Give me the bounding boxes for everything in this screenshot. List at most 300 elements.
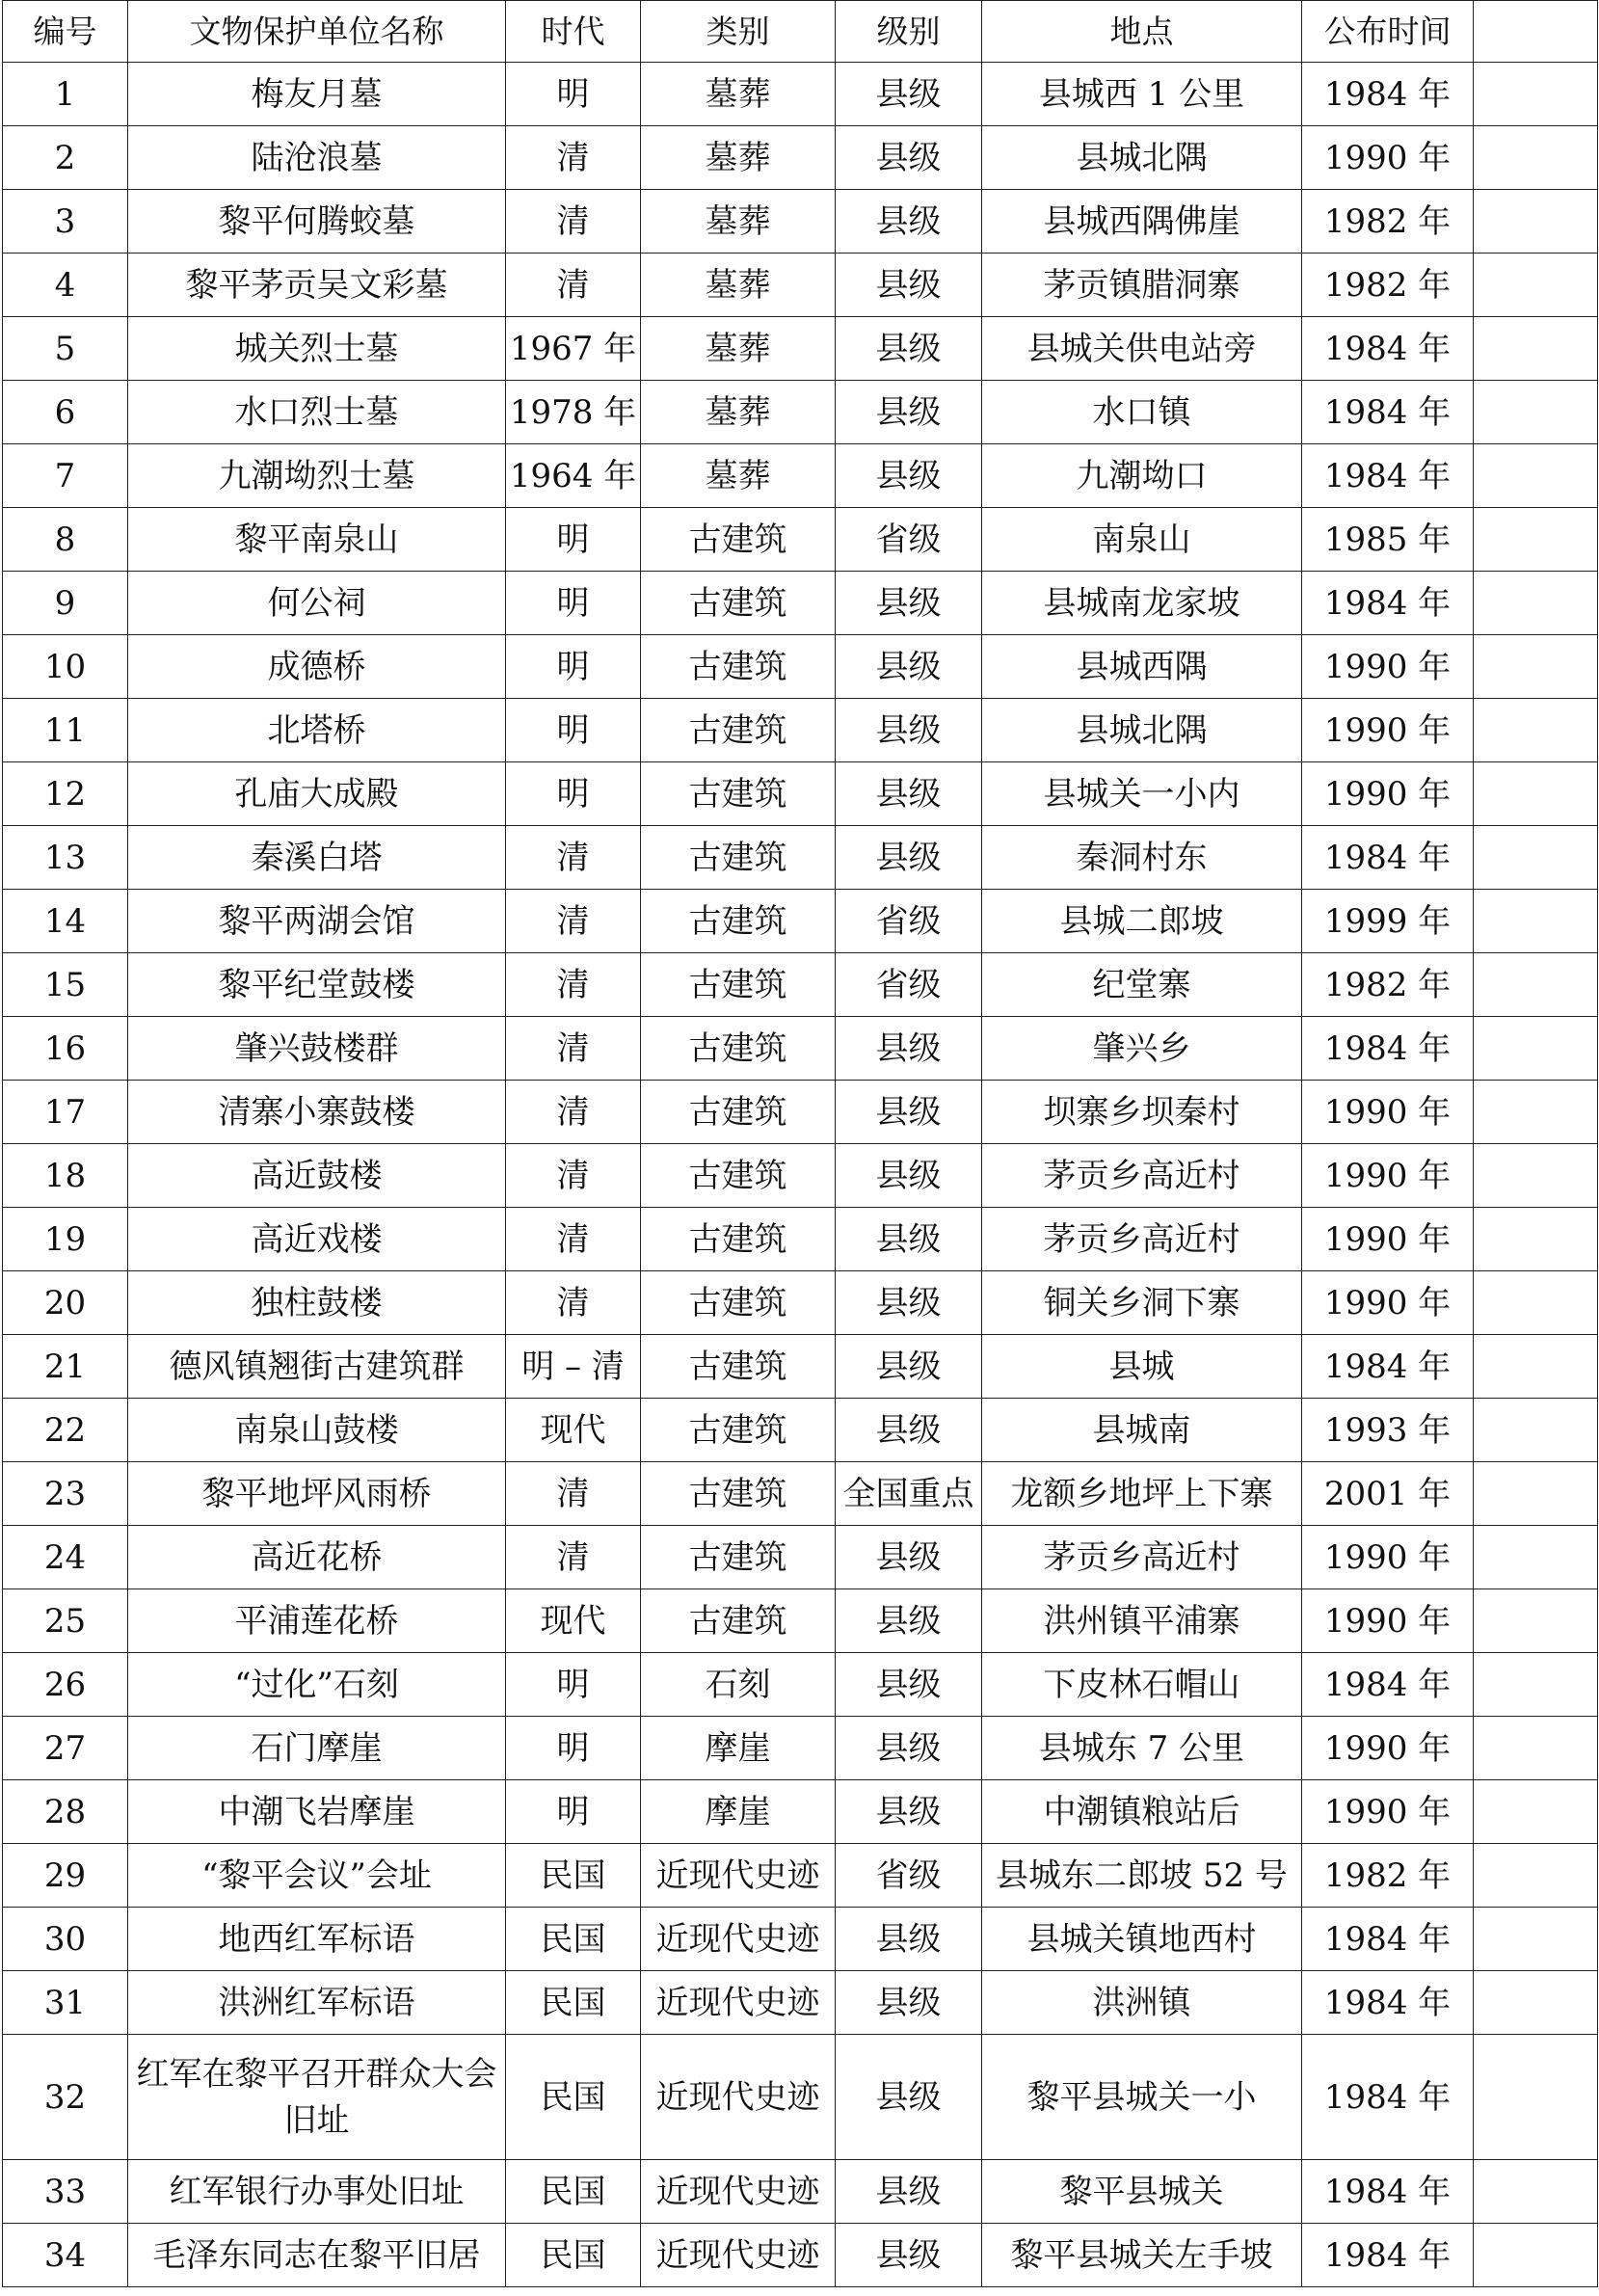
cell-level: 县级 (836, 1208, 982, 1271)
cell-blank (1474, 1653, 1598, 1717)
cell-location: 县城东二郎坡 52 号 (982, 1844, 1302, 1908)
cell-number: 22 (3, 1399, 128, 1462)
cell-site-name: 清寨小寨鼓楼 (128, 1081, 506, 1144)
table-row (3, 1399, 1598, 1462)
cell-number: 16 (3, 1017, 128, 1081)
cell-number: 30 (3, 1908, 128, 1971)
cell-level: 县级 (836, 1144, 982, 1208)
cell-era: 1964 年 (506, 444, 641, 508)
cell-category: 近现代史迹 (641, 1844, 836, 1908)
cell-location: 茅贡镇腊洞寨 (982, 254, 1302, 317)
cell-blank (1474, 2160, 1598, 2224)
cell-era: 清 (506, 254, 641, 317)
cell-site-name: 德风镇翘街古建筑群 (128, 1335, 506, 1399)
cell-number: 17 (3, 1081, 128, 1144)
cell-level: 县级 (836, 1780, 982, 1844)
cell-location: 洪州镇平浦寨 (982, 1589, 1302, 1653)
cell-announce-year: 1984 年 (1302, 2160, 1474, 2224)
cell-site-name: “过化”石刻 (128, 1653, 506, 1717)
cell-location: 县城关供电站旁 (982, 317, 1302, 381)
cell-location: 县城西隅佛崖 (982, 190, 1302, 254)
cell-location: 中潮镇粮站后 (982, 1780, 1302, 1844)
cell-level: 县级 (836, 317, 982, 381)
cell-number: 10 (3, 635, 128, 699)
header-site-name: 文物保护单位名称 (128, 1, 506, 63)
cell-level: 县级 (836, 190, 982, 254)
cell-blank (1474, 126, 1598, 190)
cell-site-name: 孔庙大成殿 (128, 762, 506, 826)
cell-location: 县城西 1 公里 (982, 63, 1302, 126)
cell-level: 县级 (836, 699, 982, 762)
cell-category: 近现代史迹 (641, 2224, 836, 2287)
cell-era: 现代 (506, 1589, 641, 1653)
cell-blank (1474, 953, 1598, 1017)
cell-site-name: 红军银行办事处旧址 (128, 2160, 506, 2224)
cell-level: 县级 (836, 635, 982, 699)
cell-category: 墓葬 (641, 254, 836, 317)
table-row (3, 1780, 1598, 1844)
cell-site-name: 城关烈士墓 (128, 317, 506, 381)
cell-announce-year: 1984 年 (1302, 2035, 1474, 2160)
cell-site-name: 肇兴鼓楼群 (128, 1017, 506, 1081)
cell-announce-year: 1993 年 (1302, 1399, 1474, 1462)
cell-number: 4 (3, 254, 128, 317)
cell-site-name: 南泉山鼓楼 (128, 1399, 506, 1462)
cell-category: 石刻 (641, 1653, 836, 1717)
cell-category: 古建筑 (641, 890, 836, 953)
cell-era: 民国 (506, 2035, 641, 2160)
cell-era: 明 (506, 572, 641, 635)
cell-announce-year: 1990 年 (1302, 699, 1474, 762)
cell-location: 县城 (982, 1335, 1302, 1399)
cell-category: 古建筑 (641, 635, 836, 699)
cell-level: 县级 (836, 2035, 982, 2160)
table-row (3, 826, 1598, 890)
table-row (3, 190, 1598, 254)
cell-location: 南泉山 (982, 508, 1302, 572)
cell-era: 明 (506, 1653, 641, 1717)
cell-blank (1474, 1971, 1598, 2035)
cell-location: 茅贡乡高近村 (982, 1208, 1302, 1271)
cell-level: 县级 (836, 1399, 982, 1462)
cell-site-name: 独柱鼓楼 (128, 1271, 506, 1335)
cell-announce-year: 1984 年 (1302, 381, 1474, 444)
cell-era: 明 (506, 1717, 641, 1780)
cell-location: 茅贡乡高近村 (982, 1144, 1302, 1208)
cell-blank (1474, 63, 1598, 126)
cell-era: 清 (506, 1526, 641, 1589)
cell-category: 古建筑 (641, 1399, 836, 1462)
header-category: 类别 (641, 1, 836, 63)
table-row (3, 1971, 1598, 2035)
table-row (3, 1526, 1598, 1589)
cell-era: 清 (506, 190, 641, 254)
cell-era: 明 (506, 762, 641, 826)
cell-site-name: 黎平地坪风雨桥 (128, 1462, 506, 1526)
cell-level: 县级 (836, 1017, 982, 1081)
cell-announce-year: 1990 年 (1302, 1526, 1474, 1589)
cell-number: 2 (3, 126, 128, 190)
cell-era: 现代 (506, 1399, 641, 1462)
cell-category: 古建筑 (641, 1335, 836, 1399)
table-row (3, 1908, 1598, 1971)
cell-number: 1 (3, 63, 128, 126)
cell-blank (1474, 444, 1598, 508)
cell-blank (1474, 381, 1598, 444)
cell-blank (1474, 1017, 1598, 1081)
table-row (3, 444, 1598, 508)
cell-site-name: 陆沧浪墓 (128, 126, 506, 190)
cell-level: 县级 (836, 444, 982, 508)
heritage-sites-table (2, 0, 1598, 2287)
cell-site-name: 黎平纪堂鼓楼 (128, 953, 506, 1017)
cell-blank (1474, 1462, 1598, 1526)
cell-era: 民国 (506, 1971, 641, 2035)
cell-announce-year: 1990 年 (1302, 762, 1474, 826)
cell-level: 省级 (836, 953, 982, 1017)
cell-category: 古建筑 (641, 762, 836, 826)
cell-site-name: 水口烈士墓 (128, 381, 506, 444)
table-row (3, 635, 1598, 699)
cell-location: 秦洞村东 (982, 826, 1302, 890)
cell-era: 清 (506, 953, 641, 1017)
cell-announce-year: 1984 年 (1302, 2224, 1474, 2287)
cell-category: 古建筑 (641, 1144, 836, 1208)
cell-era: 清 (506, 890, 641, 953)
cell-site-name: 梅友月墓 (128, 63, 506, 126)
table-row (3, 2160, 1598, 2224)
cell-level: 县级 (836, 1081, 982, 1144)
header-era: 时代 (506, 1, 641, 63)
cell-number: 29 (3, 1844, 128, 1908)
cell-announce-year: 1984 年 (1302, 1908, 1474, 1971)
cell-era: 明 (506, 699, 641, 762)
cell-number: 31 (3, 1971, 128, 2035)
cell-category: 近现代史迹 (641, 1971, 836, 2035)
cell-number: 3 (3, 190, 128, 254)
cell-category: 古建筑 (641, 572, 836, 635)
cell-number: 34 (3, 2224, 128, 2287)
cell-number: 7 (3, 444, 128, 508)
cell-category: 近现代史迹 (641, 2035, 836, 2160)
table-row (3, 1462, 1598, 1526)
cell-level: 县级 (836, 126, 982, 190)
table-row (3, 762, 1598, 826)
cell-site-name: 黎平何腾蛟墓 (128, 190, 506, 254)
cell-blank (1474, 1844, 1598, 1908)
cell-era: 明 (506, 63, 641, 126)
table-row (3, 381, 1598, 444)
cell-number: 26 (3, 1653, 128, 1717)
cell-blank (1474, 2035, 1598, 2160)
cell-level: 县级 (836, 1335, 982, 1399)
cell-announce-year: 1984 年 (1302, 444, 1474, 508)
cell-category: 古建筑 (641, 953, 836, 1017)
cell-number: 5 (3, 317, 128, 381)
cell-announce-year: 1982 年 (1302, 190, 1474, 254)
cell-site-name: “黎平会议”会址 (128, 1844, 506, 1908)
cell-number: 8 (3, 508, 128, 572)
cell-location: 县城关镇地西村 (982, 1908, 1302, 1971)
cell-location: 茅贡乡高近村 (982, 1526, 1302, 1589)
cell-site-name: 黎平南泉山 (128, 508, 506, 572)
cell-announce-year: 1990 年 (1302, 1208, 1474, 1271)
cell-era: 清 (506, 1208, 641, 1271)
cell-number: 25 (3, 1589, 128, 1653)
cell-location: 县城北隅 (982, 699, 1302, 762)
cell-category: 古建筑 (641, 699, 836, 762)
cell-location: 县城北隅 (982, 126, 1302, 190)
cell-site-name: 石门摩崖 (128, 1717, 506, 1780)
cell-site-name: 高近花桥 (128, 1526, 506, 1589)
cell-announce-year: 1982 年 (1302, 1844, 1474, 1908)
cell-era: 1978 年 (506, 381, 641, 444)
table-body (3, 63, 1598, 2287)
table-row (3, 699, 1598, 762)
cell-level: 县级 (836, 1589, 982, 1653)
table-row (3, 572, 1598, 635)
cell-level: 县级 (836, 1717, 982, 1780)
cell-category: 古建筑 (641, 1526, 836, 1589)
table-row (3, 1081, 1598, 1144)
cell-location: 铜关乡洞下寨 (982, 1271, 1302, 1335)
table-row (3, 1653, 1598, 1717)
cell-site-name: 秦溪白塔 (128, 826, 506, 890)
cell-category: 古建筑 (641, 1271, 836, 1335)
table-header-row (3, 1, 1598, 63)
cell-blank (1474, 254, 1598, 317)
cell-era: 清 (506, 1271, 641, 1335)
cell-announce-year: 1982 年 (1302, 254, 1474, 317)
cell-announce-year: 1984 年 (1302, 63, 1474, 126)
cell-number: 33 (3, 2160, 128, 2224)
cell-number: 20 (3, 1271, 128, 1335)
cell-number: 11 (3, 699, 128, 762)
cell-announce-year: 1984 年 (1302, 1335, 1474, 1399)
cell-category: 墓葬 (641, 190, 836, 254)
cell-site-name: 北塔桥 (128, 699, 506, 762)
cell-site-name: 黎平两湖会馆 (128, 890, 506, 953)
cell-site-name: 九潮坳烈士墓 (128, 444, 506, 508)
cell-announce-year: 1990 年 (1302, 1589, 1474, 1653)
cell-category: 古建筑 (641, 1017, 836, 1081)
cell-announce-year: 1984 年 (1302, 1971, 1474, 2035)
cell-location: 黎平县城关 (982, 2160, 1302, 2224)
table-row (3, 1335, 1598, 1399)
cell-category: 墓葬 (641, 317, 836, 381)
cell-blank (1474, 572, 1598, 635)
cell-announce-year: 1990 年 (1302, 126, 1474, 190)
cell-blank (1474, 1144, 1598, 1208)
cell-category: 墓葬 (641, 126, 836, 190)
cell-blank (1474, 1780, 1598, 1844)
cell-level: 县级 (836, 1971, 982, 2035)
header-location: 地点 (982, 1, 1302, 63)
table-row (3, 1017, 1598, 1081)
cell-era: 清 (506, 826, 641, 890)
cell-location: 黎平县城关一小 (982, 2035, 1302, 2160)
cell-site-name: 洪洲红军标语 (128, 1971, 506, 2035)
header-announce-year: 公布时间 (1302, 1, 1474, 63)
cell-site-name: 红军在黎平召开群众大会旧址 (128, 2035, 506, 2160)
cell-category: 古建筑 (641, 1462, 836, 1526)
cell-blank (1474, 190, 1598, 254)
cell-number: 12 (3, 762, 128, 826)
cell-announce-year: 1984 年 (1302, 826, 1474, 890)
cell-era: 民国 (506, 1844, 641, 1908)
cell-number: 6 (3, 381, 128, 444)
cell-number: 15 (3, 953, 128, 1017)
cell-location: 县城东 7 公里 (982, 1717, 1302, 1780)
cell-category: 近现代史迹 (641, 1908, 836, 1971)
cell-era: 1967 年 (506, 317, 641, 381)
cell-level: 县级 (836, 2224, 982, 2287)
header-blank (1474, 1, 1598, 63)
cell-blank (1474, 635, 1598, 699)
cell-blank (1474, 1399, 1598, 1462)
table-row (3, 254, 1598, 317)
cell-level: 县级 (836, 1271, 982, 1335)
header-level: 级别 (836, 1, 982, 63)
cell-announce-year: 1990 年 (1302, 1144, 1474, 1208)
cell-blank (1474, 1589, 1598, 1653)
cell-site-name: 平浦莲花桥 (128, 1589, 506, 1653)
table-row (3, 1208, 1598, 1271)
cell-category: 墓葬 (641, 444, 836, 508)
table-row (3, 890, 1598, 953)
cell-announce-year: 1984 年 (1302, 1653, 1474, 1717)
cell-level: 县级 (836, 572, 982, 635)
cell-location: 龙额乡地坪上下寨 (982, 1462, 1302, 1526)
cell-announce-year: 1990 年 (1302, 1717, 1474, 1780)
cell-blank (1474, 1335, 1598, 1399)
cell-level: 县级 (836, 1908, 982, 1971)
cell-location: 黎平县城关左手坡 (982, 2224, 1302, 2287)
cell-category: 摩崖 (641, 1780, 836, 1844)
cell-announce-year: 1984 年 (1302, 572, 1474, 635)
cell-level: 省级 (836, 890, 982, 953)
cell-era: 清 (506, 126, 641, 190)
cell-number: 32 (3, 2035, 128, 2160)
table-row (3, 953, 1598, 1017)
cell-blank (1474, 1081, 1598, 1144)
table-row (3, 508, 1598, 572)
cell-blank (1474, 1908, 1598, 1971)
table-row (3, 1717, 1598, 1780)
cell-location: 县城西隅 (982, 635, 1302, 699)
cell-category: 古建筑 (641, 826, 836, 890)
cell-announce-year: 2001 年 (1302, 1462, 1474, 1526)
cell-level: 县级 (836, 381, 982, 444)
cell-announce-year: 1990 年 (1302, 635, 1474, 699)
cell-number: 9 (3, 572, 128, 635)
cell-level: 县级 (836, 1526, 982, 1589)
cell-site-name: 何公祠 (128, 572, 506, 635)
cell-era: 清 (506, 1462, 641, 1526)
header-number: 编号 (3, 1, 128, 63)
cell-era: 明 – 清 (506, 1335, 641, 1399)
table-row (3, 63, 1598, 126)
cell-blank (1474, 2224, 1598, 2287)
cell-announce-year: 1990 年 (1302, 1081, 1474, 1144)
cell-location: 县城南 (982, 1399, 1302, 1462)
table-row (3, 1271, 1598, 1335)
cell-number: 28 (3, 1780, 128, 1844)
cell-site-name: 高近鼓楼 (128, 1144, 506, 1208)
cell-location: 肇兴乡 (982, 1017, 1302, 1081)
cell-location: 洪洲镇 (982, 1971, 1302, 2035)
cell-number: 23 (3, 1462, 128, 1526)
cell-era: 民国 (506, 2160, 641, 2224)
cell-announce-year: 1990 年 (1302, 1271, 1474, 1335)
cell-location: 纪堂寨 (982, 953, 1302, 1017)
table-row (3, 1844, 1598, 1908)
cell-number: 14 (3, 890, 128, 953)
cell-level: 县级 (836, 2160, 982, 2224)
cell-blank (1474, 1208, 1598, 1271)
cell-blank (1474, 890, 1598, 953)
cell-era: 明 (506, 1780, 641, 1844)
cell-location: 下皮林石帽山 (982, 1653, 1302, 1717)
cell-number: 27 (3, 1717, 128, 1780)
cell-level: 县级 (836, 1653, 982, 1717)
cell-announce-year: 1984 年 (1302, 317, 1474, 381)
cell-blank (1474, 1271, 1598, 1335)
cell-site-name: 中潮飞岩摩崖 (128, 1780, 506, 1844)
cell-site-name: 毛泽东同志在黎平旧居 (128, 2224, 506, 2287)
cell-category: 古建筑 (641, 1081, 836, 1144)
table-row (3, 1144, 1598, 1208)
cell-era: 清 (506, 1017, 641, 1081)
cell-location: 水口镇 (982, 381, 1302, 444)
cell-announce-year: 1999 年 (1302, 890, 1474, 953)
cell-blank (1474, 762, 1598, 826)
cell-category: 墓葬 (641, 381, 836, 444)
cell-blank (1474, 317, 1598, 381)
cell-blank (1474, 826, 1598, 890)
cell-era: 明 (506, 635, 641, 699)
cell-location: 县城关一小内 (982, 762, 1302, 826)
cell-announce-year: 1985 年 (1302, 508, 1474, 572)
cell-level: 县级 (836, 254, 982, 317)
cell-category: 墓葬 (641, 63, 836, 126)
cell-site-name: 地西红军标语 (128, 1908, 506, 1971)
cell-level: 县级 (836, 762, 982, 826)
cell-level: 县级 (836, 63, 982, 126)
cell-location: 九潮坳口 (982, 444, 1302, 508)
table-row (3, 317, 1598, 381)
table-row (3, 126, 1598, 190)
cell-announce-year: 1982 年 (1302, 953, 1474, 1017)
cell-blank (1474, 508, 1598, 572)
table-row (3, 2035, 1598, 2160)
cell-era: 民国 (506, 1908, 641, 1971)
cell-blank (1474, 699, 1598, 762)
cell-number: 19 (3, 1208, 128, 1271)
cell-announce-year: 1984 年 (1302, 1017, 1474, 1081)
cell-blank (1474, 1717, 1598, 1780)
table-row (3, 2224, 1598, 2287)
cell-blank (1474, 1526, 1598, 1589)
cell-location: 县城南龙家坡 (982, 572, 1302, 635)
cell-location: 坝寨乡坝秦村 (982, 1081, 1302, 1144)
cell-era: 民国 (506, 2224, 641, 2287)
cell-site-name: 成德桥 (128, 635, 506, 699)
cell-number: 24 (3, 1526, 128, 1589)
cell-location: 县城二郎坡 (982, 890, 1302, 953)
cell-category: 古建筑 (641, 1208, 836, 1271)
cell-category: 近现代史迹 (641, 2160, 836, 2224)
